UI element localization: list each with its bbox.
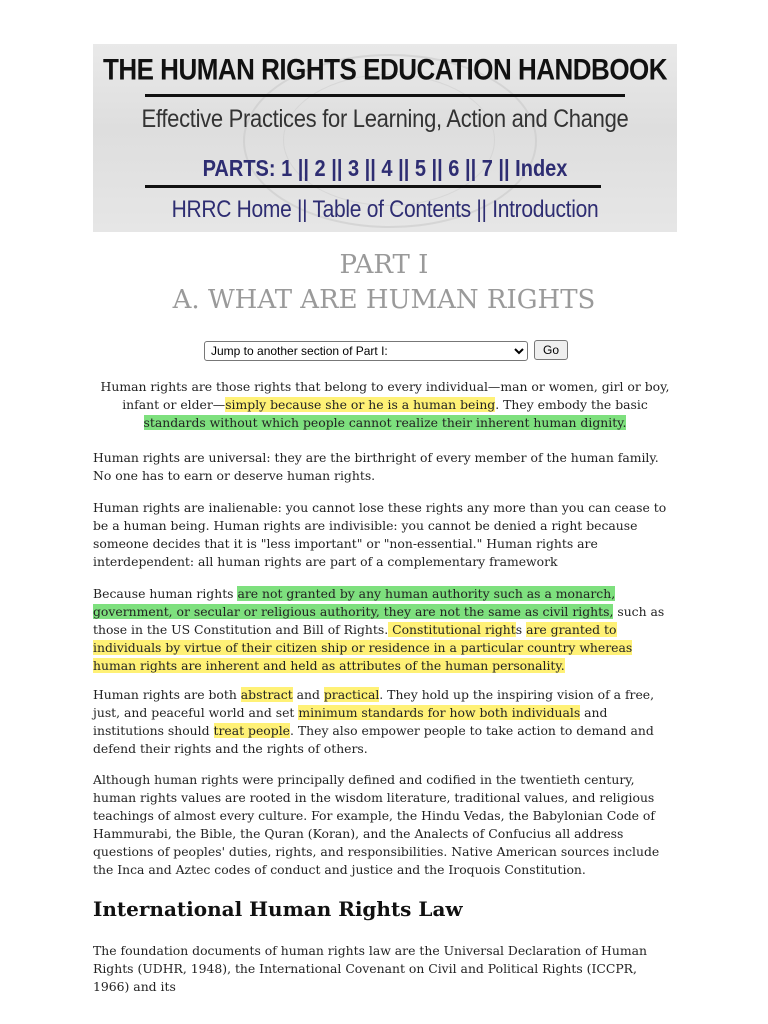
highlight-standards: standards without which people cannot realize their inherent human dignity. xyxy=(143,415,627,430)
banner-divider-top xyxy=(145,94,625,97)
p5-text-a: Human rights are both xyxy=(93,687,241,702)
banner-divider-bottom xyxy=(145,185,601,188)
intro-text-cont: . They embody the basic xyxy=(495,397,648,412)
highlight-not-granted: are not granted by any human authority such as a monarch, government, or secular or religious authority, they are not the same as civil rights, xyxy=(93,586,616,619)
go-button[interactable]: Go xyxy=(534,340,568,360)
part-link-index[interactable]: Index xyxy=(515,156,568,182)
part-link-5[interactable]: 5 xyxy=(414,156,426,182)
p5-text-g: and institutions should xyxy=(93,705,608,738)
paragraph-inalienable: Human rights are inalienable: you cannot lose these rights any more than you can cease to be a human being. Human rights are indivisible: you cannot be denied a right because someone decides that it is "less important" or "non-essential." Human rights are interdependent: all human rights are part of a complementary framework xyxy=(93,500,667,569)
p5-text-c: and xyxy=(292,687,324,702)
paragraph-foundation-documents: The foundation documents of human rights law are the Universal Declaration of Human Rights (UDHR, 1948), the International Covenant on Civil and Political Rights (ICCPR, 1966) and its xyxy=(93,943,647,994)
paragraph-not-granted xyxy=(93,585,677,675)
nav-link-contents[interactable]: Table of Contents xyxy=(312,196,471,223)
part-heading: PART I xyxy=(339,250,429,280)
banner-title: THE HUMAN RIGHTS EDUCATION HANDBOOK xyxy=(102,51,668,87)
handbook-banner xyxy=(93,44,677,232)
banner-subtitle: Effective Practices for Learning, Action and Change xyxy=(141,104,629,133)
paragraph-abstract-practical xyxy=(93,686,677,758)
nav-link-introduction[interactable]: Introduction xyxy=(492,196,599,223)
section-jump-form xyxy=(204,340,559,361)
international-law-heading: International Human Rights Law xyxy=(93,897,463,921)
highlight-human-being: simply because she or he is a human being xyxy=(225,397,496,412)
intro-text: Human rights are those rights that belong to every individual—man or women, girl or boy, infant or elder— xyxy=(100,379,670,412)
nav-link-home[interactable]: HRRC Home xyxy=(171,196,292,223)
parts-label: PARTS: xyxy=(202,156,276,182)
p4-text-s: s xyxy=(515,622,527,637)
highlight-abstract: abstract xyxy=(240,687,293,702)
part-link-2[interactable]: 2 xyxy=(314,156,326,182)
banner-parts-nav: PARTS: 1 || 2 || 3 || 4 || 5 || 6 || 7 || Index xyxy=(202,156,568,182)
p4-text: Because human rights xyxy=(93,586,238,601)
paragraph-history: Although human rights were principally defined and codified in the twentieth century, human rights values are rooted in the wisdom literature, traditional values, and religious teachings of almost every culture. For example, the Hindu Vedas, the Babylonian Code of Hammurabi, the Bible, the Quran (Koran), and the Analects of Confucius all address questions of peoples' duties, rights, and responsibilities. Native American sources include the Inca and Aztec codes of conduct and justice and the Iroquois Constitution. xyxy=(93,772,660,877)
part-link-7[interactable]: 7 xyxy=(481,156,493,182)
part-link-4[interactable]: 4 xyxy=(381,156,393,182)
section-heading: A. WHAT ARE HUMAN RIGHTS xyxy=(172,285,596,315)
section-jump-select[interactable] xyxy=(204,341,528,361)
part-link-3[interactable]: 3 xyxy=(347,156,360,182)
intro-paragraph xyxy=(93,378,677,432)
p5-text-i: . They also empower people to take action to demand and defend their rights and the rights of others. xyxy=(93,723,654,756)
highlight-treat-people: treat people xyxy=(213,723,290,738)
part-link-6[interactable]: 6 xyxy=(448,156,460,182)
banner-site-nav: HRRC Home || Table of Contents || Introduction xyxy=(171,196,599,223)
p5-text-e: . They hold up the inspiring vision of a free, just, and peaceful world and set xyxy=(93,687,655,720)
highlight-constitutional: Constitutional right xyxy=(388,622,516,637)
highlight-practical: practical xyxy=(323,687,380,702)
p4-text-cont: such as those in the US Constitution and Bill of Rights. xyxy=(93,604,665,637)
highlight-granted-citizenship: are granted to individuals by virtue of their citizen ship or residence in a particular country whereas human rights are inherent and held as attributes of the human personality. xyxy=(93,622,633,673)
highlight-minimum-standards: minimum standards for how both individuals xyxy=(298,705,581,720)
paragraph-universal: Human rights are universal: they are the birthright of every member of the human family. No one has to earn or deserve human rights. xyxy=(93,450,659,483)
part-link-1[interactable]: 1 xyxy=(281,156,293,182)
